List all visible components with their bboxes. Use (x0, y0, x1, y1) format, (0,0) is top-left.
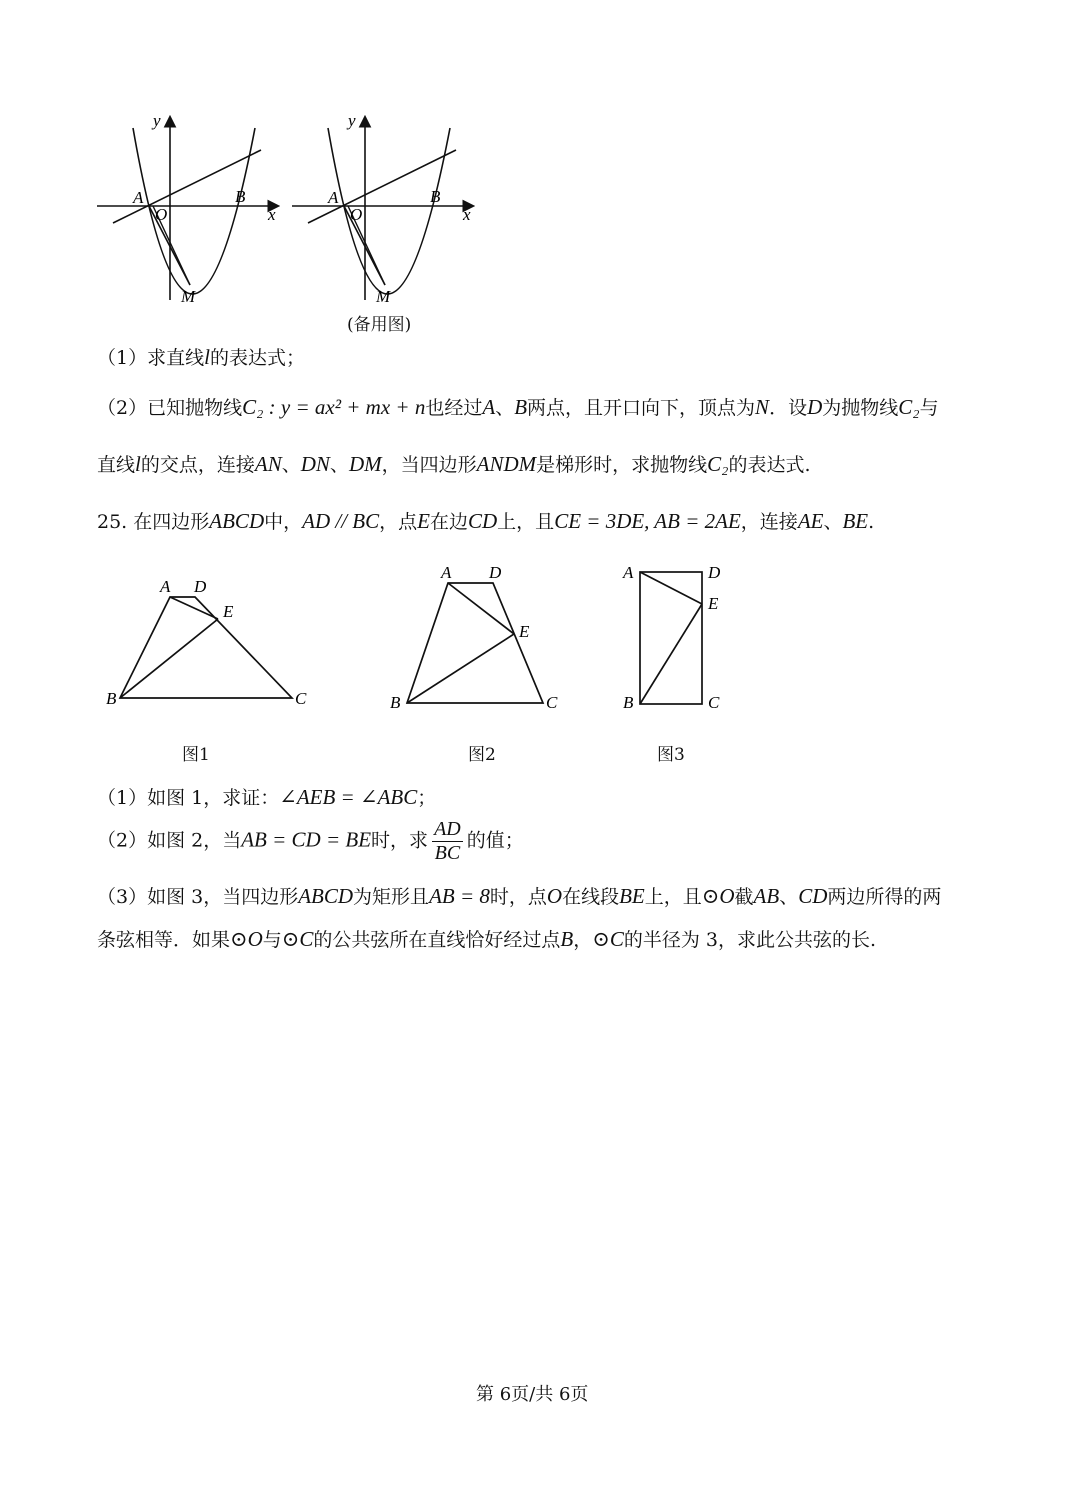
label-A: A (328, 188, 339, 207)
segment-AE (170, 597, 218, 619)
label-M: M (376, 287, 391, 306)
label-x: x (268, 205, 276, 224)
fig2-label-B: B (390, 693, 401, 712)
q25-part2: （2）如图 2，当AB = CD = BE时，求 $\frac{AD}{BC}$ 的值； (97, 818, 524, 864)
fig1-label-B: B (106, 689, 117, 708)
label-O: O (350, 205, 363, 224)
figure-1-caption: 图1 (182, 745, 210, 765)
fig1-label-C: C (295, 689, 307, 708)
fig2-label-A: A (441, 563, 452, 582)
q25-part3-line1: （3）如图 3，当四边形ABCD为矩形且AB = 8时，点O在线段BE上，且⊙O截AB、CD两边所得的两 (97, 884, 942, 908)
label-B: B (235, 187, 246, 206)
label-y: y (153, 111, 161, 130)
fig1-label-E: E (223, 602, 234, 621)
figure-3-caption: 图3 (657, 745, 685, 765)
fig3-label-D: D (708, 563, 721, 582)
q25-part3-line2: 条弦相等．如果⊙O与⊙C的公共弦所在直线恰好经过点B，⊙C的半径为 3，求此公共弦的长. (97, 927, 877, 951)
figure-2 (385, 560, 570, 715)
label-A: A (133, 188, 144, 207)
rect-ABCD (640, 572, 702, 704)
fig2-label-C: C (546, 693, 558, 712)
figure-1 (100, 570, 320, 715)
figure-3 (620, 560, 730, 715)
page-footer: 第 6页/共 6页 (476, 1384, 589, 1405)
q25-part1: （1）如图 1，求证：∠AEB = ∠ABC； (97, 785, 437, 809)
q25-stem: 25. 在四边形ABCD中，AD // BC，点E在边CD上，且CE = 3DE, AB = 2AE，连接AE、BE. (97, 509, 875, 533)
parabola-graph-1 (95, 110, 295, 310)
fig1-label-D: D (194, 577, 207, 596)
q24-part2-line1: （2）已知抛物线C₂ : y = ax² + mx + n也经过A、B两点，且开口向下，顶点为N．设D为抛物线C₂与 (97, 395, 939, 419)
segment-BE (407, 634, 514, 703)
label-x: x (463, 205, 471, 224)
segment-BE (640, 604, 702, 704)
fraction-AD-BC: $\frac{AD}{BC}$ (434, 818, 461, 864)
fig3-label-A: A (623, 563, 634, 582)
q24-part1: （1）求直线l的表达式； (97, 345, 305, 369)
label-M: M (181, 287, 196, 306)
q24-part2-line2: 直线l的交点，连接AN、DN、DM，当四边形ANDM是梯形时，求抛物线C₂的表达式. (97, 452, 811, 476)
label-B: B (430, 187, 441, 206)
backup-caption: (备用图) (347, 315, 412, 335)
figure-2-caption: 图2 (468, 745, 496, 765)
fig2-label-D: D (489, 563, 502, 582)
fig2-label-E: E (519, 622, 530, 641)
label-O: O (155, 205, 168, 224)
segment-AE (640, 572, 702, 604)
label-y: y (348, 111, 356, 130)
fig3-label-B: B (623, 693, 634, 712)
fig3-label-E: E (708, 594, 719, 613)
fig1-label-A: A (160, 577, 171, 596)
quad-ABCD (407, 583, 543, 703)
segment-BE (120, 619, 218, 698)
fig3-label-C: C (708, 693, 720, 712)
quad-ABCD (120, 597, 292, 698)
parabola-graph-2 (290, 110, 490, 310)
